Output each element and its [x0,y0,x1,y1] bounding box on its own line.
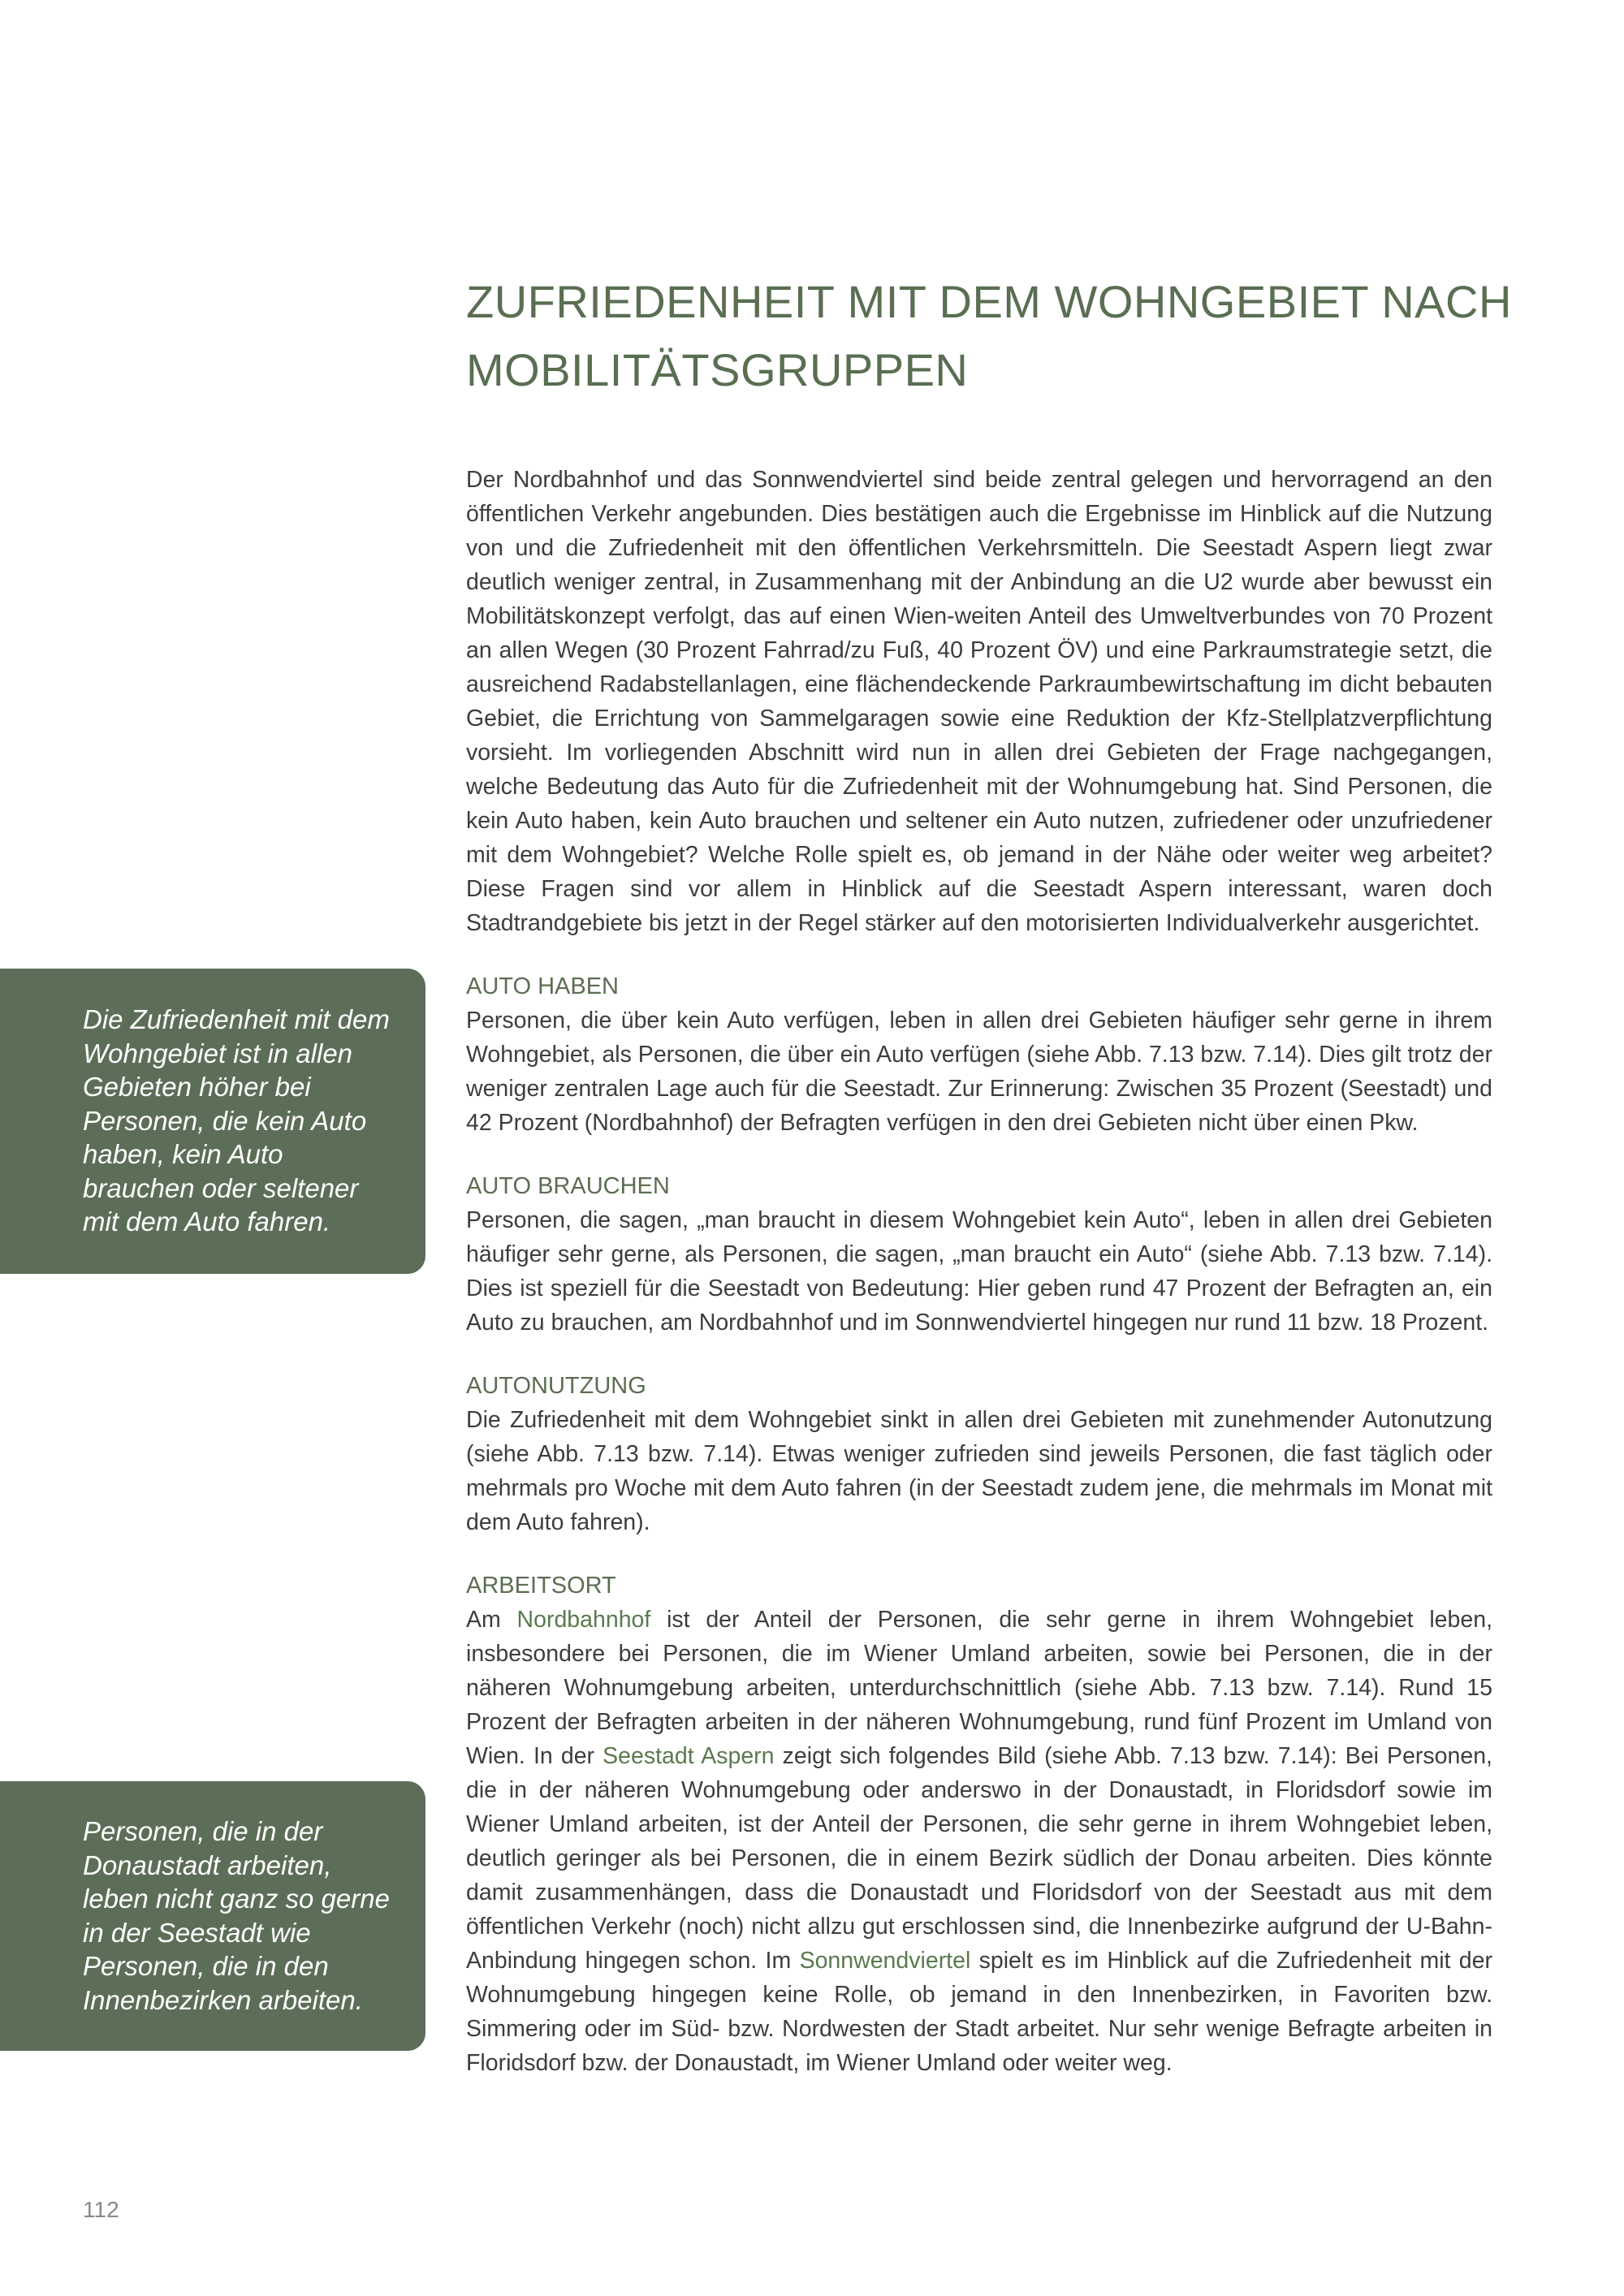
section-text-autonutzung: Die Zufriedenheit mit dem Wohngebiet sinkt in allen drei Gebieten mit zunehmender Autonutzung (siehe Abb. 7.13 bzw. 7.14). Etwas weniger zufrieden sind jeweils Personen, die fast täglich oder mehrmals pro Woche mit dem Auto fahren (in der Seestadt zudem jene, die mehrmals im Monat mit dem Auto fahren). [466,1407,1492,1535]
text-run: Am [466,1607,517,1633]
text-run: zeigt sich folgendes Bild (siehe Abb. 7.13 bzw. 7.14): Bei Personen, die in der näheren Wohnumgebung oder anderswo in der Donaustadt, in Floridsdorf sowie im Wiener Umland arbeiten, ist der Anteil der Personen, die sehr gerne in ihrem Wohngebiet leben, deutlich geringer als bei Personen, die in einem Bezirk südlich der Donau arbeiten. Dies könnte damit zusammenhängen, dass die Donaustadt und Floridsdorf von der Seestadt aus mit dem öffentlichen Verkehr (noch) nicht allzu gut erschlossen sind, die Innenbezirke aufgrund der U-Bahn-Anbindung hingegen schon. Im [466,1743,1492,1974]
highlight-seestadt-aspern: Seestadt Aspern [603,1743,775,1769]
pull-quote-arbeitsort [0,1781,425,2051]
pull-quote-arbeitsort-text: Personen, die in der Donaustadt arbeiten, leben nicht ganz so gerne in der Seestadt wie Personen, die in den Innenbezirken arbeiten. [83,1816,390,2015]
page-title-line-1: ZUFRIEDENHEIT MIT DEM WOHNGEBIET NACH [466,276,1512,327]
highlight-nordbahnhof: Nordbahnhof [516,1607,651,1633]
section-text-auto-brauchen: Personen, die sagen, „man braucht in diesem Wohngebiet kein Auto“, leben in allen drei Gebieten häufiger sehr gerne, als Personen, die sagen, „man braucht ein Auto“ (siehe Abb. 7.13 bzw. 7.14). Dies ist speziell für die Seestadt von Bedeutung: Hier geben rund 47 Prozent der Befragten an, ein Auto zu brauchen, am Nordbahnhof und im Sonnwendviertel hingegen nur rund 11 bzw. 18 Prozent. [466,1207,1492,1336]
section-heading-auto-haben: AUTO HABEN [466,973,620,999]
section-text-auto-haben: Personen, die über kein Auto verfügen, leben in allen drei Gebieten häufiger sehr gerne in ihrem Wohngebiet, als Personen, die über ein Auto verfügen (siehe Abb. 7.13 bzw. 7.14). Dies gilt trotz der weniger zentralen Lage auch für die Seestadt. Zur Erinnerung: Zwischen 35 Prozent (Seestadt) und 42 Prozent (Nordbahnhof) der Befragten verfügen in den drei Gebieten nicht über einen Pkw. [466,1008,1492,1136]
section-heading-arbeitsort: ARBEITSORT [466,1573,616,1599]
page-title [466,268,1522,404]
section-heading-auto-brauchen: AUTO BRAUCHEN [466,1173,670,1199]
pull-quote-auto-text: Die Zufriedenheit mit dem Wohngebiet ist in allen Gebieten höher bei Personen, die kein Auto haben, kein Auto brauchen oder seltener mit dem Auto fahren. [83,1004,390,1236]
page-number: 112 [83,2197,119,2222]
text-run: ist der Anteil der Personen, die sehr gerne in ihrem Wohngebiet leben, insbesondere bei Personen, die im Wiener Umland arbeiten, sowie bei Personen, die in der näheren Wohnumgebung arbeiten, unterdurchschnittlich (siehe Abb. 7.13 bzw. 7.14). Rund 15 Prozent der Befragten arbeiten in der näheren Wohnumgebung, rund fünf Prozent im Umland von Wien. In der [466,1607,1492,1769]
section-auto-brauchen [466,1169,1492,1340]
section-auto-haben [466,969,1492,1140]
section-autonutzung [466,1369,1492,1539]
pull-quote-auto [0,969,425,1274]
highlight-sonnwendviertel: Sonnwendviertel [799,1948,971,1974]
section-arbeitsort [466,1569,1492,2080]
section-heading-autonutzung: AUTONUTZUNG [466,1373,646,1399]
main-content [466,463,1492,2080]
text-run: spielt es im Hinblick auf die Zufriedenheit mit der Wohnumgebung hingegen keine Rolle, ob jemand in den Innenbezirken, in Favoriten bzw. Simmering oder im Süd- bzw. Nordwesten der Stadt arbeitet. Nur sehr wenige Befragte arbeiten in Floridsdorf bzw. der Donaustadt, im Wiener Umland oder weiter weg. [466,1948,1492,2076]
section-text-arbeitsort [466,1603,1492,2080]
page-title-line-2: MOBILITÄTSGRUPPEN [466,344,969,395]
intro-paragraph: Der Nordbahnhof und das Sonnwendviertel sind beide zentral gelegen und hervorragend an den öffentlichen Verkehr angebunden. Dies bestätigen auch die Ergebnisse im Hinblick auf die Nutzung von und die Zufriedenheit mit den öffentlichen Verkehrsmitteln. Die Seestadt Aspern liegt zwar deutlich weniger zentral, in Zusammenhang mit der Anbindung an die U2 wurde aber bewusst ein Mobilitätskonzept verfolgt, das auf einen Wien-weiten Anteil des Umweltverbundes von 70 Prozent an allen Wegen (30 Prozent Fahrrad/zu Fuß, 40 Prozent ÖV) und eine Parkraumstrategie setzt, die ausreichend Radabstellanlagen, eine flächendeckende Parkraumbewirtschaftung im dicht bebauten Gebiet, die Errichtung von Sammelgaragen sowie eine Reduktion der Kfz-Stellplatzverpflichtung vorsieht. Im vorliegenden Abschnitt wird nun in allen drei Gebieten der Frage nachgegangen, welche Bedeutung das Auto für die Zufriedenheit mit der Wohnumgebung hat. Sind Personen, die kein Auto haben, kein Auto brauchen und seltener ein Auto nutzen, zufriedener oder unzufriedener mit dem Wohngebiet? Welche Rolle spielt es, ob jemand in der Nähe oder weiter weg arbeitet? Diese Fragen sind vor allem in Hinblick auf die Seestadt Aspern interessant, waren doch Stadtrandgebiete bis jetzt in der Regel stärker auf den motorisierten Individualverkehr ausgerichtet. [466,467,1492,936]
